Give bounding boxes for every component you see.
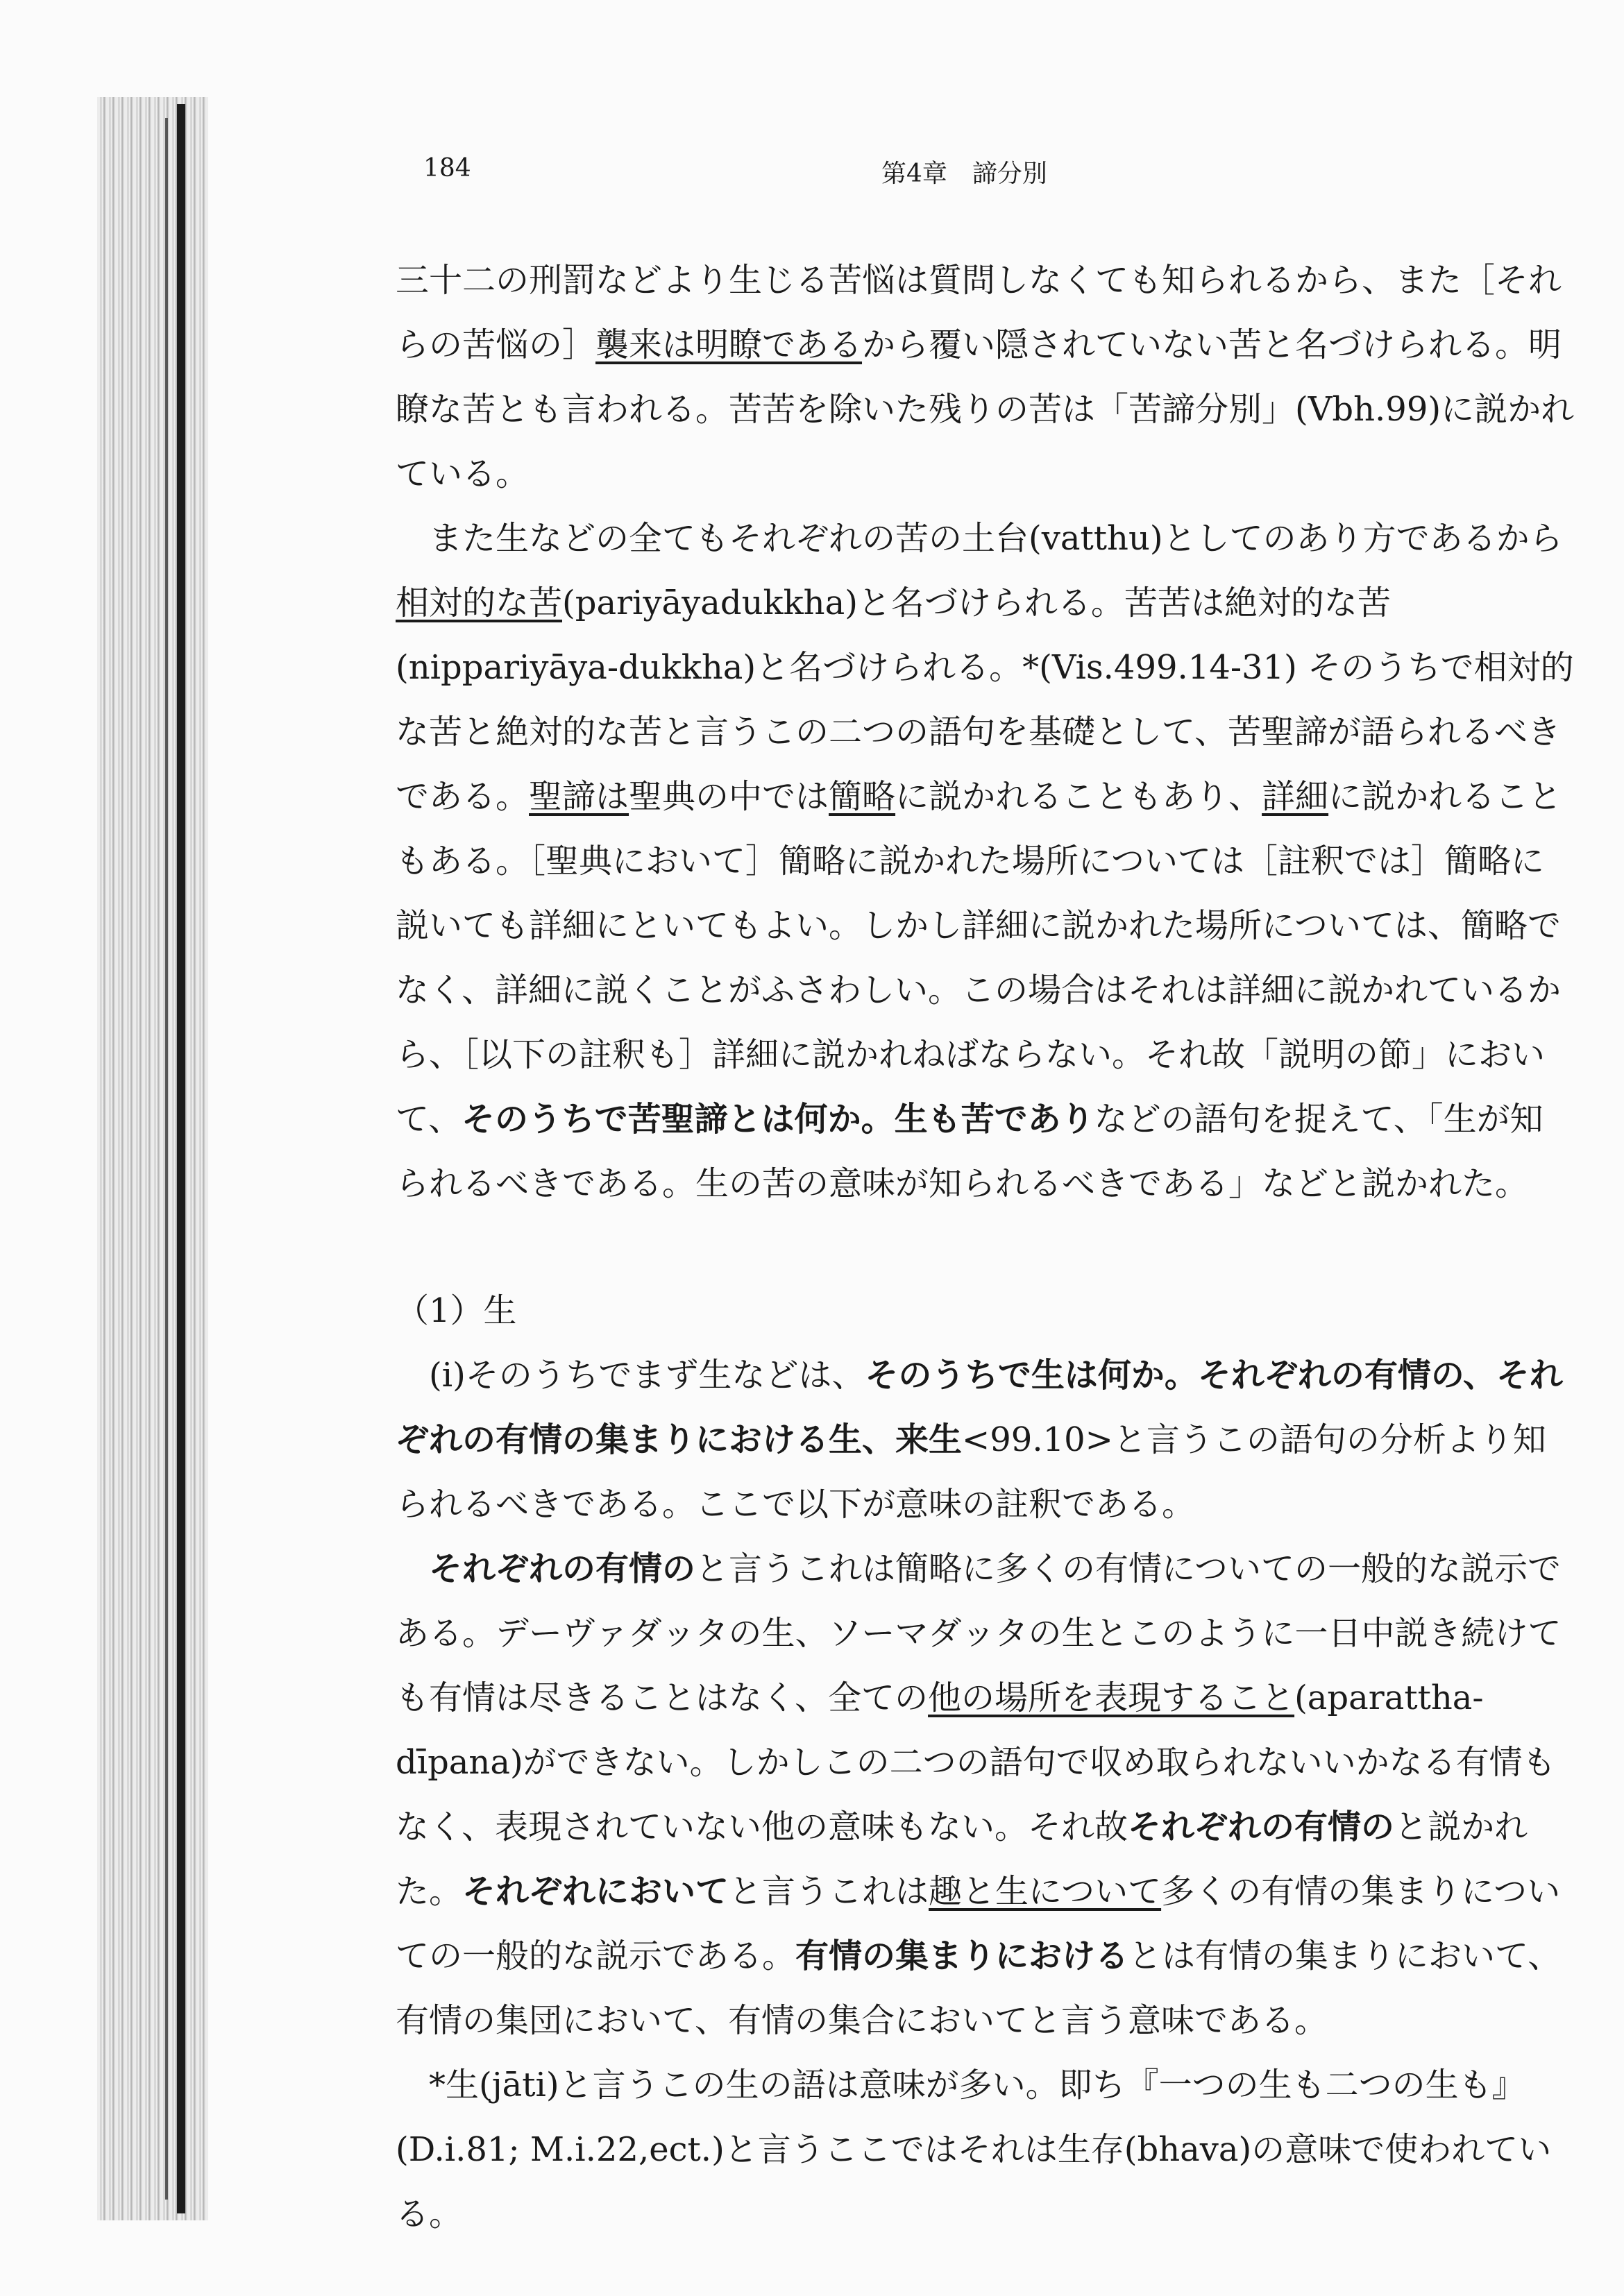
text-run: とは有情の集まりにおいて、有情の集団において、有情の集合においてと言う意味である。	[396, 1937, 1562, 2040]
underlined-term: 詳細	[1262, 777, 1329, 816]
underlined-term: 聖諦は	[529, 777, 629, 816]
text-run: (i)そのうちでまず生などは、	[429, 1356, 865, 1395]
text-run: 三十二の刑罰などより生じる苦悩は質問しなくても知られるから、また［それらの苦悩の］	[396, 261, 1562, 364]
bold-quote: 有情の集まりにおける	[795, 1937, 1129, 1975]
text-run: 多くの有情の集まりについての一般的な説示である。	[396, 1872, 1561, 1975]
text-run: などの語句を捉えて、「生が知られるべきである。生の苦の意味が知られるべきである」などと説かれた。	[396, 1100, 1543, 1203]
paragraph-5	[396, 2053, 1575, 2247]
bold-quote: それぞれにおいて	[462, 1872, 729, 1911]
chapter-title: 第4章 諦分別	[881, 160, 1047, 188]
text-run: と説かれた。	[396, 1808, 1528, 1911]
underlined-term: 簡略	[829, 777, 896, 816]
text-run: に説かれることもあり、	[895, 777, 1262, 816]
paragraph-4	[396, 1537, 1575, 2053]
paragraph-1	[396, 248, 1575, 507]
text-run: (aparattha-dīpana)ができない。しかしこの二つの語句で収め取られないいかなる有情もなく、表現されていない他の意味もない。それ故	[396, 1678, 1556, 1846]
text-run: 聖典の中では	[629, 777, 829, 816]
bold-quote: そのうちで苦聖諦とは何か。生も苦であり	[462, 1100, 1094, 1139]
underlined-term: 他の場所を表現すること	[928, 1678, 1295, 1717]
text-run: と言うこれは簡略に多くの有情についての一般的な説示である。デーヴァダッタの生、ソーマダッタの生とこのように一日中説き続けても有情は尽きることはなく、全ての	[396, 1549, 1562, 1717]
underlined-term: 趣と生について	[929, 1872, 1162, 1911]
paragraph-2	[396, 507, 1575, 1216]
text-run: また生などの全てもそれぞれの苦の土台(vatthu)としてのあり方であるから	[429, 519, 1563, 558]
body-text	[396, 248, 1575, 2247]
binding-edge	[165, 118, 168, 2200]
bold-quote: それぞれの有情の	[1128, 1808, 1395, 1846]
bold-quote: そのうちで生は何か。それぞれの有情の、それぞれの有情の集まりにおける生、来生	[396, 1356, 1563, 1459]
underlined-term: 襲来は明瞭である	[595, 325, 863, 364]
text-run: *生(jāti)と言うこの生の語は意味が多い。即ち『一つの生も二つの生も』(D.i.81; M.i.22,ect.)と言うここではそれは生存(bhava)の意味で使われている。	[396, 2066, 1552, 2234]
text-run: <99.10>と言うこの語句の分析より知られるべきである。ここで以下が意味の註釈である。	[396, 1420, 1546, 1524]
text-run: に説かれることもある。［聖典において］簡略に説かれた場所については［註釈では］簡略に説いても詳細にといてもよい。しかし詳細に説かれた場所については、簡略でなく、詳細に説くことがふさわしい。この場合はそれは詳細に説かれているから、［以下の註釈も］詳細に説かれねばならない。それ故「説明の節」において、	[396, 777, 1562, 1139]
bold-quote: それぞれの有情の	[429, 1549, 696, 1588]
paragraph-3	[396, 1343, 1575, 1537]
binding-gutter	[177, 104, 185, 2213]
book-binding-shadow	[97, 97, 208, 2220]
underlined-term: 相対的な苦	[396, 584, 563, 622]
page-number: 184	[423, 154, 471, 182]
page-header	[403, 154, 1444, 196]
text-run: から覆い隠されていない苦と名づけられる。明瞭な苦とも言われる。苦苦を除いた残りの苦は「苦諦分別」(Vbh.99)に説かれている。	[396, 325, 1575, 493]
text-run: と言うこれは	[729, 1872, 929, 1911]
section-heading: （1）生	[396, 1291, 517, 1330]
text-run: (pariyāyadukkha)と名づけられる。苦苦は絶対的な苦(nippariyāya-dukkha)と名づけられる。*(Vis.499.14-31) そのうちで相対的な苦と絶対的な苦と言うこの二つの語句を基礎として、苦聖諦が語られるべきである。	[396, 584, 1574, 816]
